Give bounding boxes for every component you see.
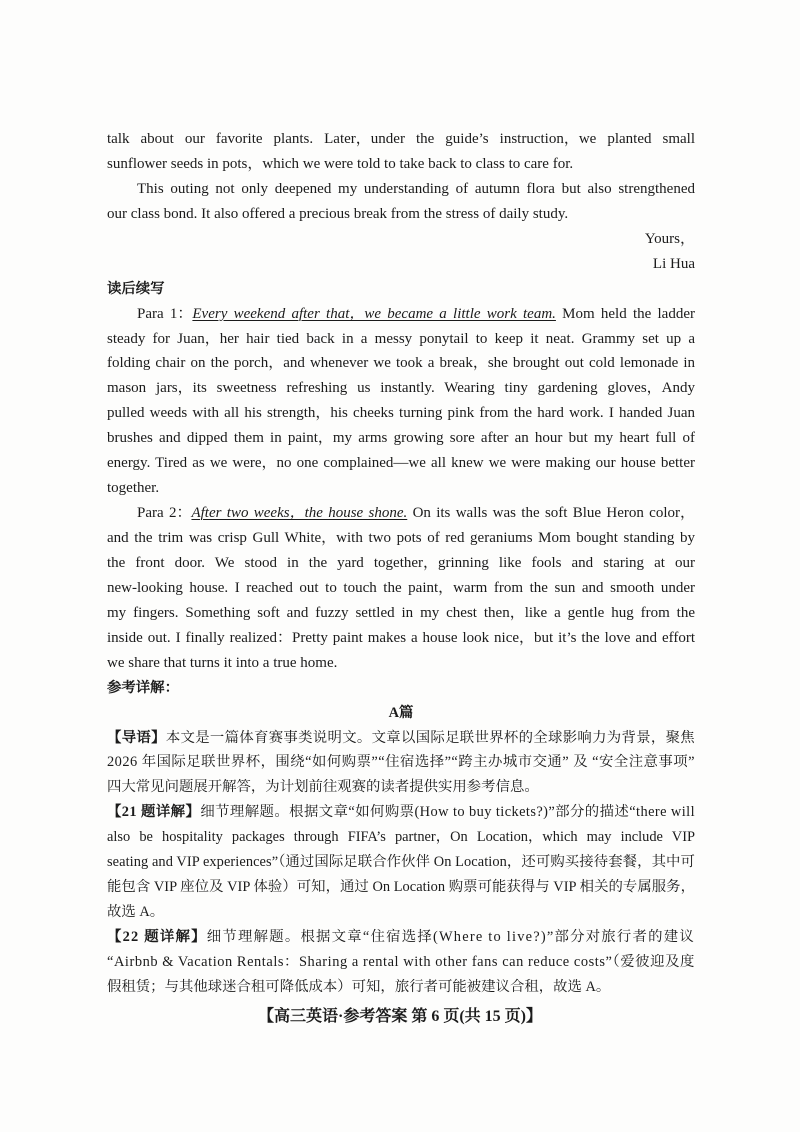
section-heading: [107, 277, 695, 302]
intro-line: [107, 750, 695, 775]
intro-line-text: 2026 年国际足联世界杯，围绕“如何购票”“住宿选择”“跨主办城市交通” 及 “安全注意事项”: [107, 754, 695, 771]
para-2-first-line: [107, 501, 695, 526]
paragraph-line-text: and the trim was crisp Gull White，with two pots of red geraniums Mom bought standing by: [107, 530, 695, 546]
q22-line: [107, 975, 695, 1000]
q21-line-text: [107, 804, 695, 820]
q21-line: [107, 900, 695, 925]
paragraph-line: [107, 476, 695, 501]
paragraph-line-text: energy. Tired as we were，no one complained—we all knew we were making our house better: [107, 455, 695, 472]
q21-tag: 【21 题详解】: [107, 804, 201, 821]
intro-line: [107, 726, 695, 751]
q22-line: [107, 950, 695, 975]
q21-line-text: seating and VIP experiences”（通过国际足联合作伙伴 On Location，还可购买接待套餐，其中可: [107, 854, 695, 871]
intro-line-text: [107, 730, 695, 746]
paragraph-line-text: mason jars，its sweetness refreshing us instantly. Wearing tiny gardening gloves，Andy: [107, 380, 695, 397]
q21-line-text: 能包含 VIP 座位及 VIP 体验）可知，通过 On Location 购票可能获得与 VIP 相关的专属服务，: [107, 879, 695, 896]
q21-line: [107, 875, 695, 900]
q21-line: [107, 850, 695, 875]
letter-line-text: This outing not only deepened my understanding of autumn flora but also strengthened: [137, 180, 695, 197]
para-2-topic-sentence: After two weeks，the house shone.: [191, 505, 408, 522]
letter-line: [107, 152, 695, 177]
paragraph-line: [107, 551, 695, 576]
intro-line-body: 本文是一篇体育赛事类说明文。文章以国际足联世界杯的全球影响力为背景，聚焦: [165, 729, 695, 746]
paragraph-line: [107, 526, 695, 551]
q21-line-body: 细节理解题。根据文章“如何购票(How to buy tickets?)”部分的描述“there will: [200, 804, 695, 821]
paragraph-line: [107, 401, 695, 426]
q22-line-text: “Airbnb & Vacation Rentals：Sharing a rental with other fans can reduce costs”（爱彼迎及度: [107, 953, 695, 970]
paragraph-line: [107, 451, 695, 476]
intro-line-text: 四大常见问题展开解答，为计划前往观赛的读者提供实用参考信息。: [107, 779, 539, 796]
letter-line-text: our class bond. It also offered a precious break from the stress of daily study.: [107, 205, 569, 222]
letter-closing-text: Yours，: [644, 230, 695, 247]
paragraph-line: [107, 376, 695, 401]
paragraph-line-text: brushes and dipped them in paint，my arms growing sore after an hour but my heart full of: [107, 430, 695, 447]
letter-line: [107, 177, 695, 202]
explanation-heading: [107, 676, 695, 701]
q22-tag: 【22 题详解】: [107, 929, 207, 945]
paragraph-line-text: inside out. I finally realized：Pretty paint makes a house look nice，but it’s the love and effort: [107, 629, 695, 646]
q21-line: [107, 800, 695, 825]
q22-line: [107, 925, 695, 950]
para-1-first-line: [107, 302, 695, 327]
paragraph-line-text: my fingers. Something soft and fuzzy settled in my chest then，like a gentle hug from the: [107, 604, 695, 621]
intro-line: [107, 775, 695, 800]
paragraph-line-text: new-looking house. I reached out to touch the paint，warm from the sun and smooth under: [107, 579, 695, 596]
paragraph-line: [107, 626, 695, 651]
para-1-first-line-text: [137, 306, 695, 322]
explanation-heading-text: 参考详解：: [107, 679, 179, 696]
paragraph-line: [107, 351, 695, 376]
q22-line-body: 细节理解题。根据文章“住宿选择(Where to live?)”部分对旅行者的建议: [206, 929, 695, 945]
paragraph-line-text: we share that turns it into a true home.: [107, 654, 338, 671]
paragraph-line: [107, 576, 695, 601]
paragraph-line-text: together.: [107, 480, 160, 497]
letter-signature: [107, 252, 695, 277]
page-footer: 【高三英语·参考答案 第 6 页(共 15 页)】: [258, 1008, 542, 1025]
body-text: [107, 127, 695, 1000]
para-1-label: Para 1：: [137, 305, 193, 322]
paragraph-line: [107, 426, 695, 451]
letter-signature-text: Li Hua: [652, 255, 695, 272]
para-2-first-line-rest: On its walls was the soft Blue Heron color，: [412, 505, 696, 522]
intro-tag: 【导语】: [107, 729, 166, 746]
letter-line-text: sunflower seeds in pots，which we were told to take back to class to care for.: [107, 155, 574, 172]
paragraph-line-text: folding chair on the porch，and whenever we took a break，she brought out cold lemonade in: [107, 355, 695, 372]
paragraph-line: [107, 327, 695, 352]
section-title: [107, 701, 695, 726]
para-2-first-line-text: [137, 505, 695, 521]
q21-line: [107, 825, 695, 850]
section-title-text: A篇: [388, 704, 414, 721]
letter-line: [107, 202, 695, 227]
q22-line-text: 假租赁；与其他球迷合租可降低成本）可知，旅行者可能被建议合租，故选 A。: [107, 978, 611, 995]
paragraph-line: [107, 601, 695, 626]
letter-closing: [107, 227, 695, 252]
para-2-label: Para 2：: [137, 505, 192, 522]
paragraph-line-text: pulled weeds with all his strength，his cheeks turning pink from the hard work. I handed Juan: [107, 405, 695, 422]
paragraph-line: [107, 651, 695, 676]
paragraph-line-text: steady for Juan，her hair tied back in a messy ponytail to keep it neat. Grammy set up a: [107, 330, 695, 347]
section-heading-text: 读后续写: [107, 280, 165, 297]
q22-line-text: [107, 929, 695, 945]
q21-line-text: also be hospitality packages through FIFA’s partner，On Location，which may include VIP: [107, 829, 695, 846]
para-1-topic-sentence: Every weekend after that，we became a little work team.: [192, 305, 556, 322]
letter-line-text: talk about our favorite plants. Later，under the guide’s instruction，we planted small: [107, 131, 695, 147]
paragraph-line-text: the front door. We stood in the yard together，grinning like fools and staring at our: [107, 554, 695, 571]
para-1-first-line-rest: Mom held the ladder: [562, 305, 695, 322]
letter-line: [107, 127, 695, 152]
q21-line-text: 故选 A。: [107, 904, 165, 921]
